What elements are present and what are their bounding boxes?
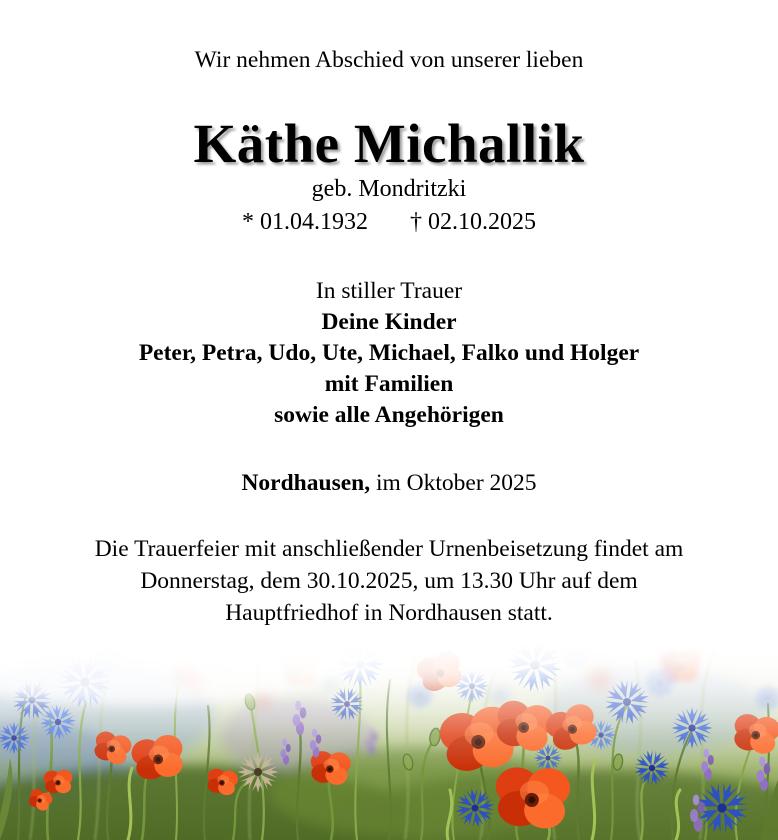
- maiden-name: geb. Mondritzki: [311, 176, 467, 202]
- place-city: Nordhausen,: [241, 470, 371, 496]
- funeral-info-block: [0, 533, 778, 629]
- mourning-block: [0, 276, 778, 431]
- life-dates: [0, 207, 778, 238]
- funeral-info-line: Hauptfriedhof in Nordhausen statt.: [225, 600, 553, 626]
- place-date-line: [0, 468, 778, 499]
- meadow-photo: [0, 640, 778, 840]
- funeral-info-line: Die Trauerfeier mit anschließender Urnenbeisetzung findet am: [94, 536, 684, 562]
- place-date: im Oktober 2025: [375, 470, 537, 496]
- mourning-line: Deine Kinder: [321, 309, 457, 335]
- mourning-line: mit Familien: [324, 371, 454, 397]
- deceased-name: Käthe Michallik: [193, 113, 585, 174]
- birth-date: * 01.04.1932: [242, 209, 368, 235]
- mourning-line: In stiller Trauer: [315, 278, 463, 304]
- intro-line: Wir nehmen Abschied von unserer lieben: [194, 47, 584, 73]
- mourning-line: Peter, Petra, Udo, Ute, Michael, Falko und Holger: [138, 340, 640, 366]
- death-date: † 02.10.2025: [410, 209, 536, 235]
- meadow-photo-graphic: [0, 640, 778, 840]
- mourning-line: sowie alle Angehörigen: [274, 402, 504, 428]
- funeral-info-line: Donnerstag, dem 30.10.2025, um 13.30 Uhr auf dem: [140, 568, 638, 594]
